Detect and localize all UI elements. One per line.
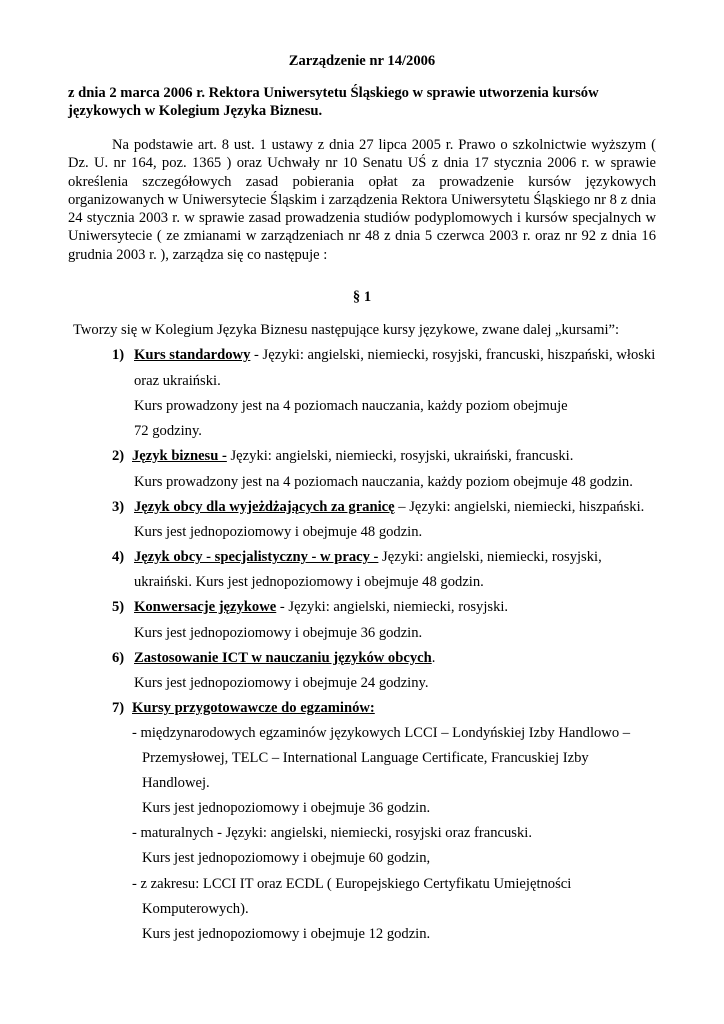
item-line: oraz ukraiński. bbox=[134, 373, 221, 389]
sub-item-line: - z zakresu: LCCI IT oraz ECDL ( Europejskiego Certyfikatu Umiejętności bbox=[132, 876, 572, 892]
sub-item-line: - międzynarodowych egzaminów językowych LCCI – Londyńskiej Izby Handlowo – bbox=[132, 725, 631, 741]
lead-sentence: Tworzy się w Kolegium Języka Biznesu następujące kursy językowe, zwane dalej „kursami”: bbox=[73, 322, 620, 338]
item-name: Zastosowanie ICT w nauczaniu języków obcych bbox=[134, 650, 432, 666]
item-text bbox=[134, 650, 435, 667]
item-number: 1) bbox=[112, 347, 125, 363]
item-line: Kurs jest jednopoziomowy i obejmuje 24 godziny. bbox=[134, 675, 429, 691]
item-line: Kurs jest jednopoziomowy i obejmuje 48 godzin. bbox=[134, 524, 423, 540]
sub-item-line: Kurs jest jednopoziomowy i obejmuje 36 godzin. bbox=[142, 800, 431, 816]
item-languages: - Języki: angielski, niemiecki, rosyjski. bbox=[276, 599, 509, 615]
section-heading: § 1 bbox=[352, 289, 372, 305]
document-title: Zarządzenie nr 14/2006 bbox=[288, 53, 436, 69]
item-punctuation: . bbox=[431, 650, 436, 666]
item-number: 7) bbox=[112, 700, 125, 716]
item-line: 72 godziny. bbox=[134, 423, 202, 439]
sub-item-line: Handlowej. bbox=[142, 775, 210, 791]
item-text bbox=[134, 347, 655, 364]
item-number: 6) bbox=[112, 650, 125, 666]
item-languages: Języki: angielski, niemiecki, rosyjski, bbox=[378, 549, 602, 565]
item-languages: - Języki: angielski, niemiecki, rosyjski, francuski, hiszpański, włoski bbox=[250, 347, 656, 363]
item-text bbox=[134, 549, 602, 566]
sub-item-line: Przemysłowej, TELC – International Language Certificate, Francuskiej Izby bbox=[142, 750, 589, 766]
item-name: Język obcy - specjalistyczny - w pracy - bbox=[134, 549, 379, 565]
document-subtitle: z dnia 2 marca 2006 r. Rektora Uniwersytetu Śląskiego w sprawie utworzenia kursów językowych w Kolegium Języka Biznesu. bbox=[68, 85, 599, 119]
item-number: 4) bbox=[112, 549, 125, 565]
item-line: Kurs prowadzony jest na 4 poziomach nauczania, każdy poziom obejmuje bbox=[134, 398, 568, 414]
item-number: 5) bbox=[112, 599, 125, 615]
item-languages: – Języki: angielski, niemiecki, hiszpański. bbox=[394, 499, 645, 515]
sub-item-line: - maturalnych - Języki: angielski, niemiecki, rosyjski oraz francuski. bbox=[132, 825, 532, 841]
item-text bbox=[132, 448, 573, 465]
item-text bbox=[132, 700, 375, 717]
item-name: Kursy przygotowawcze do egzaminów: bbox=[132, 700, 375, 716]
sub-item-line: Kurs jest jednopoziomowy i obejmuje 12 godzin. bbox=[142, 926, 431, 942]
item-line: ukraiński. Kurs jest jednopoziomowy i obejmuje 48 godzin. bbox=[134, 574, 484, 590]
item-name: Język obcy dla wyjeżdżających za granicę bbox=[134, 499, 395, 515]
sub-item-line: Komputerowych). bbox=[142, 901, 249, 917]
item-line: Kurs prowadzony jest na 4 poziomach nauczania, każdy poziom obejmuje 48 godzin. bbox=[134, 474, 633, 490]
item-languages: Języki: angielski, niemiecki, rosyjski, ukraiński, francuski. bbox=[226, 448, 574, 464]
sub-item-line: Kurs jest jednopoziomowy i obejmuje 60 godzin, bbox=[142, 850, 431, 866]
item-name: Język biznesu - bbox=[132, 448, 227, 464]
intro-paragraph: Na podstawie art. 8 ust. 1 ustawy z dnia 27 lipca 2005 r. Prawo o szkolnictwie wyższym ( Dz. U. nr 164, poz. 1365 ) oraz Uchwały nr 10 Senatu UŚ z dnia 17 stycznia 2006 r. w sprawie określenia szczegółowych zasad pobierania opłat za prowadzenie kursów językowych organizowanych w Uniwersytecie Śląskim i zarządzenia Rektora Uniwersytetu Śląskiego nr 8 z dnia 24 stycznia 2003 r. w sprawie zasad prowadzenia studiów podyplomowych i kursów specjalnych w Uniwersytecie ( ze zmianami w zarządzeniach nr 48 z dnia 5 czerwca 2003 r. oraz nr 92 z dnia 16 grudnia 2003 r. ), zarządza się co następuje : bbox=[68, 137, 656, 263]
item-text bbox=[134, 499, 644, 516]
item-number: 3) bbox=[112, 499, 125, 515]
item-name: Kurs standardowy bbox=[134, 347, 251, 363]
item-line: Kurs jest jednopoziomowy i obejmuje 36 godzin. bbox=[134, 625, 423, 641]
item-number: 2) bbox=[112, 448, 125, 464]
item-text bbox=[134, 599, 508, 616]
item-name: Konwersacje językowe bbox=[134, 599, 277, 615]
